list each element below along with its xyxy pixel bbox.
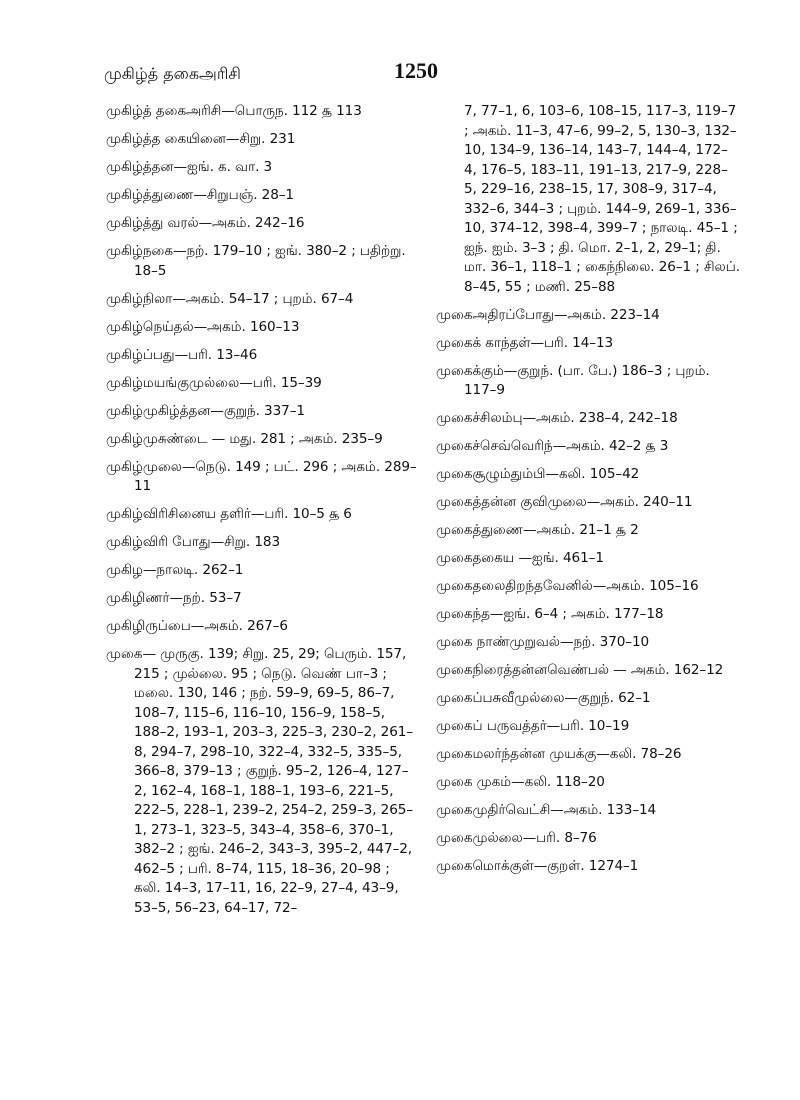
index-entry: முகிழிருப்பை—அகம். 267–6 [106,618,288,634]
index-entry: முகைச்சிலம்பு—அகம். 238–4, 242–18 [436,410,678,426]
index-entry: முகிழ்நிலா—அகம். 54–17 ; புறம். 67–4 [106,290,354,307]
index-entry: முகைஅதிரப்போது—அகம். 223–14 [436,306,660,323]
index-entry: முகிழ்முலை—நெடு. 149 ; பட். 296 ; அகம். 289–11 [106,458,417,494]
index-entry: முகிழ்ப்பது—பரி. 13–46 [106,346,258,363]
index-entry: முகை— முருகு. 139; சிறு. 25, 29; பெரும். 157, 215 ; முல்லை. 95 ; நெடு. வெண் பா–3 ; மலை. 130, 146 ; நற். 59–9, 69–5, 86–7, 108–7, 115–6, 116–10, 156–9, 158–5, 188–2, 193–1, 203–3, 225–3, 230–2, 261–8, 294–7, 298–10, 322–4, 332–5, 335–5, 366–8, 379–13 ; குறுந். 95–2, 126–4, 127–2, 162–4, 168–1, 188–1, 193–6, 221–5, 222–5, 228–1, 239–2, 254–2, 259–3, 265–1, 273–1, 323–5, 343–4, 358–6, 370–1, 382–2 ; ஐங். 246–2, 343–3, 395–2, 447–2, 462–5 ; பரி. 8–74, 115, 18–36, 20–98 ; கலி. 14–3, 17–11, 16, 22–9, 27–4, 43–9, 53–5, 56–23, 64–17, 72– [106,646,414,916]
index-entry: முகைதலைதிறந்தவேனில்—அகம். 105–16 [436,578,699,594]
index-entry: முகைந்த—ஐங். 6–4 ; அகம். 177–18 [436,606,664,622]
index-entry: முகைச்செவ்வெரிந்—அகம். 42–2 ௲ 3 [436,438,669,454]
left-column [106,102,420,927]
index-entry: முகிழ்மயங்குமுல்லை—பரி. 15–39 [106,374,322,391]
index-entry: முகிழ்த் தகைஅரிசி—பொருந. 112 ௲ 113 [106,103,362,119]
index-entry: முகைமுல்லை—பரி. 8–76 [436,830,597,846]
index-entry: முகைக்கும்—குறுந். (பா. பே.) 186–3 ; புறம். 117–9 [436,362,710,398]
index-entry: முகைசூழும்தும்பி—கலி. 105–42 [436,466,640,482]
index-entry: முகிழ்த்தன—ஐங். க. வா. 3 [106,159,273,175]
index-entry: முகை முகம்—கலி. 118–20 [436,774,605,790]
index-entry: முகைமுதிர்வெட்சி—அகம். 133–14 [436,802,657,818]
right-column [436,102,740,885]
index-entry: முகிழ்முகிழ்த்தன—குறுந். 337–1 [106,402,305,419]
index-entry-continuation: 7, 77–1, 6, 103–6, 108–15, 117–3, 119–7 ; அகம். 11–3, 47–6, 99–2, 5, 130–3, 132–10, 134–9, 136–14, 143–7, 144–4, 172–4, 176–5, 183–11, 191–13, 217–9, 228–5, 229–16, 238–15, 17, 308–9, 317–4, 332–6, 344–3 ; புறம். 144–9, 269–1, 336–10, 374–12, 398–4, 399–7 ; நாலடி. 45–1 ; ஐந். ஐம். 3–3 ; தி. மொ. 2–1, 2, 29–1; தி. மா. 36–1, 118–1 ; கைந்நிலை. 26–1 ; சிலப். 8–45, 55 ; மணி. 25–88 [464,103,740,295]
index-entry: முகிழ்த்துணை—சிறுபஞ். 28–1 [106,187,294,203]
index-entry: முகை நாண்முறுவல்—நற். 370–10 [436,634,650,650]
page-number: 1250 [394,58,438,83]
index-entry: முகைதகைய —ஐங். 461–1 [436,550,604,566]
index-entry: முகைமொக்குள்—குறள். 1274–1 [436,858,639,874]
index-entry: முகிழ்விரி போது—சிறு. 183 [106,534,280,550]
index-entry: முகைப்பசுவீமுல்லை—குறுந். 62–1 [436,690,651,706]
index-entry: முகிழ்நெய்தல்—அகம். 160–13 [106,318,300,335]
index-entry: முகைநிரைத்தன்னவெண்பல் — அகம். 162–12 [436,662,724,678]
index-entry: முகைத்துணை—அகம். 21–1 ௲ 2 [436,522,639,538]
index-entry: முகிழ்த்த கையினை—சிறு. 231 [106,131,296,147]
index-entry: முகைமலர்ந்தன்ன முயக்கு—கலி. 78–26 [436,746,682,762]
index-entry: முகைத்தன்ன குவிமுலை—அகம். 240–11 [436,494,693,510]
index-entry: முகிழ்முசுண்டை — மது. 281 ; அகம். 235–9 [106,430,383,447]
index-entry: முகிழ்விரிசினைய தளிர்—பரி. 10–5 ௲ 6 [106,506,352,522]
index-entry: முகிழிணர்—நற். 53–7 [106,590,242,606]
index-entry: முகைக் காந்தள்—பரி. 14–13 [436,334,614,351]
index-entry: முகிழ—நாலடி. 262–1 [106,562,244,578]
index-entry: முகிழ்த்து வரல்—அகம். 242–16 [106,215,305,231]
index-entry: முகைப் பருவத்தர்—பரி. 10–19 [436,718,630,734]
index-entry: முகிழ்நகை—நற். 179–10 ; ஐங். 380–2 ; பதிற்று. 18–5 [106,243,406,279]
running-head: முகிழ்த் தகைஅரிசி [104,64,241,83]
